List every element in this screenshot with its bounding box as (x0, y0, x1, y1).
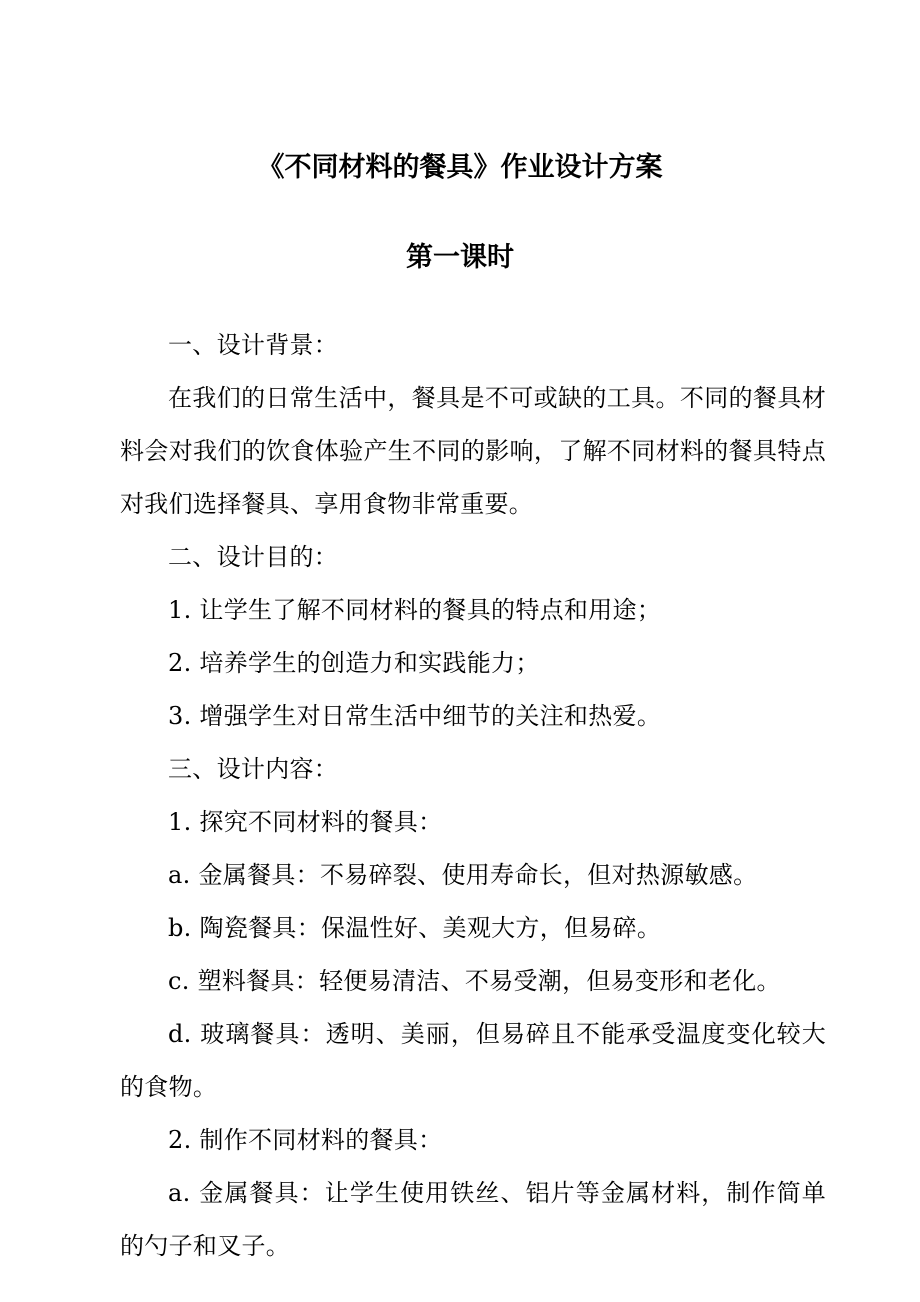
purpose-item-2: 2. 培养学生的创造力和实践能力； (168, 649, 540, 677)
content-subitem-a: a. 金属餐具：不易碎裂、使用寿命长，但对热源敏感。 (168, 861, 758, 889)
section-heading-background: 一、设计背景： (168, 331, 339, 359)
document-title: 《不同材料的餐具》作业设计方案 (257, 152, 663, 183)
background-paragraph: 在我们的日常生活中，餐具是不可或缺的工具。不同的餐具材料会对我们的饮食体验产生不同的影响，了解不同材料的餐具特点对我们选择餐具、享用食物非常重要。 (120, 384, 826, 518)
content-item-1: 1. 探究不同材料的餐具： (168, 808, 443, 836)
document-subtitle: 第一课时 (406, 242, 514, 273)
content-item-2-subitem-a: a. 金属餐具：让学生使用铁丝、铝片等金属材料，制作简单的勺子和叉子。 (120, 1179, 826, 1260)
purpose-item-3: 3. 增强学生对日常生活中细节的关注和热爱。 (168, 702, 662, 730)
content-subitem-b: b. 陶瓷餐具：保温性好、美观大方，但易碎。 (168, 914, 662, 942)
content-subitem-c: c. 塑料餐具：轻便易清洁、不易受潮，但易变形和老化。 (168, 967, 781, 995)
section-heading-purpose: 二、设计目的： (168, 543, 339, 571)
content-item-2: 2. 制作不同材料的餐具： (168, 1126, 443, 1154)
section-heading-content: 三、设计内容： (168, 755, 339, 783)
document-body (120, 319, 826, 1273)
purpose-item-1: 1. 让学生了解不同材料的餐具的特点和用途； (168, 596, 662, 624)
content-subitem-d: d. 玻璃餐具：透明、美丽，但易碎且不能承受温度变化较大的食物。 (120, 1020, 826, 1101)
